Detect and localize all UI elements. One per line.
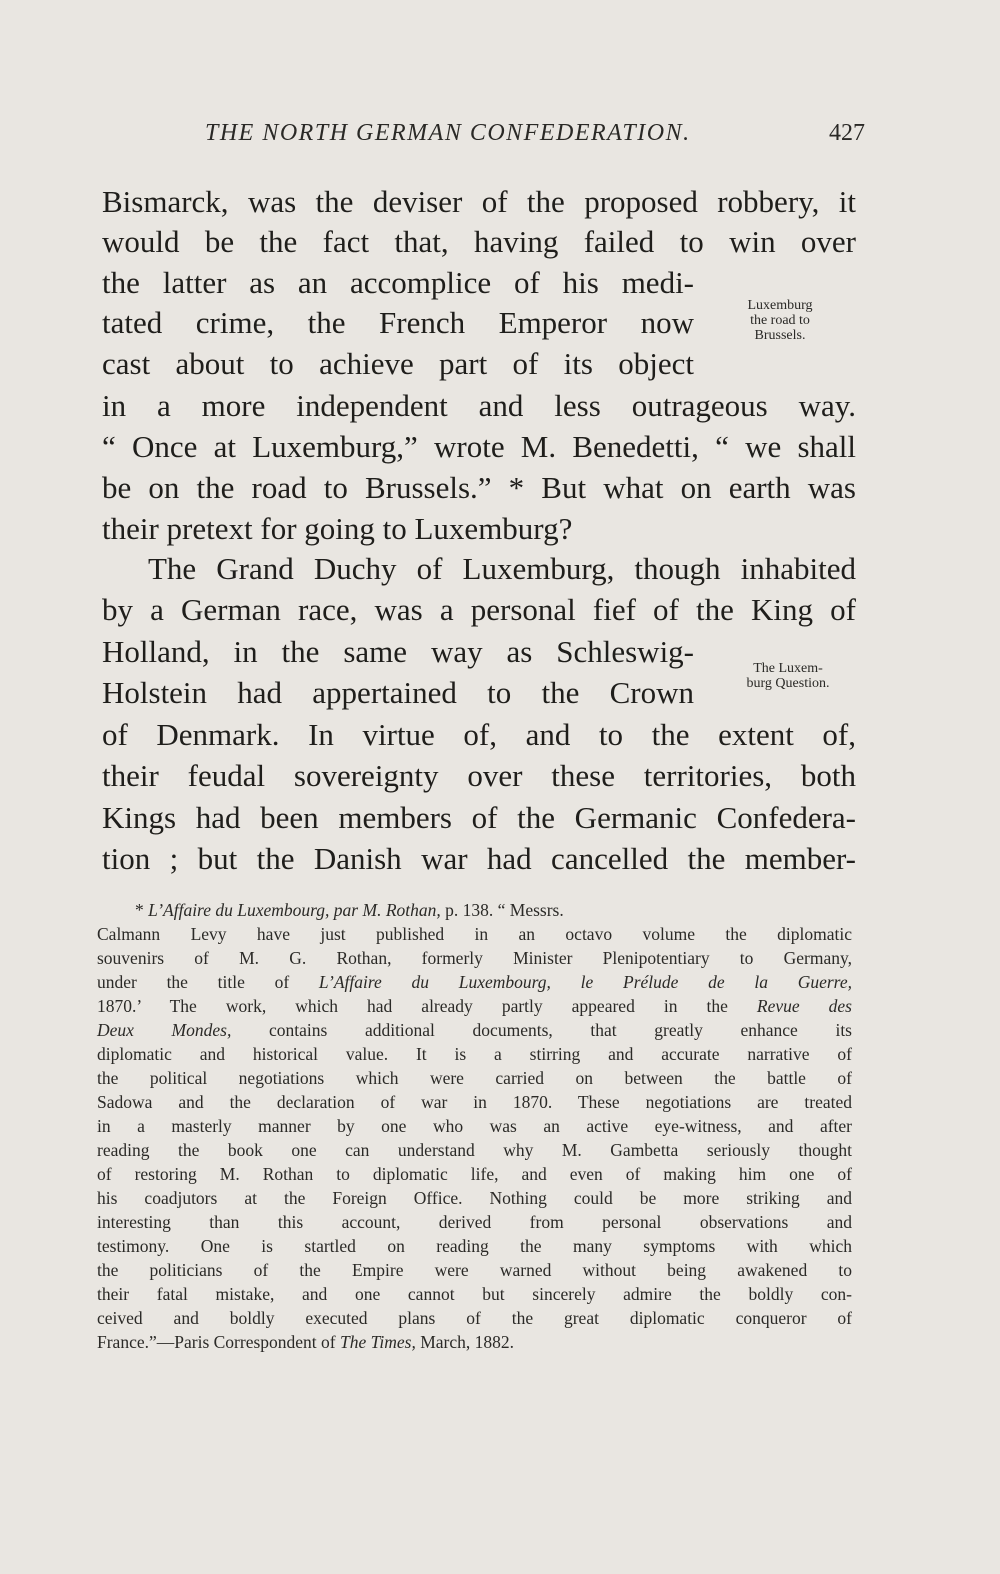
text-line: tion ; but the Danish war had cancelled the member- — [102, 841, 856, 876]
footnote-line: in a masterly manner by one who was an active eye-witness, and after — [97, 1116, 852, 1136]
footnote-line: diplomatic and historical value. It is a stirring and accurate narrative of — [97, 1044, 852, 1064]
footnote-citation-title: L’Affaire du Luxembourg, par M. Rothan, — [148, 900, 441, 920]
footnote-line: testimony. One is startled on reading the many symptoms with which — [97, 1236, 852, 1256]
footnote-book-title: L’Affaire du Luxembourg, le Prélude de la Guerre, — [318, 972, 852, 992]
text-line: cast about to achieve part of its object — [102, 346, 694, 381]
text-line: The Grand Duchy of Luxemburg, though inhabited — [148, 551, 856, 586]
footnote-line: the political negotiations which were carried on between the battle of — [97, 1068, 852, 1088]
footnote-line: the politicians of the Empire were warned without being awakened to — [97, 1260, 852, 1280]
sidenote-line: burg Question. — [746, 676, 830, 691]
sidenote-line: The Luxem- — [753, 661, 823, 676]
sidenote-line: the road to — [750, 313, 810, 328]
footnote-line: souvenirs of M. G. Rothan, formerly Minister Plenipotentiary to Germany, — [97, 948, 852, 968]
text-line: “ Once at Luxemburg,” wrote M. Benedetti, “ we shall — [102, 429, 856, 464]
footnote-marker: * — [135, 900, 144, 920]
text-line: the latter as an accomplice of his medi- — [102, 265, 694, 300]
text-line: their feudal sovereignty over these territories, both — [102, 758, 856, 793]
running-title: THE NORTH GERMAN CONFEDERATION. — [205, 120, 691, 146]
sidenote-luxemburg-question — [718, 661, 858, 691]
footnote-text: p. 138. “ Messrs. — [440, 900, 564, 920]
footnote-line: Calmann Levy have just published in an octavo volume the diplomatic — [97, 924, 852, 944]
footnote-line: of restoring M. Rothan to diplomatic life, and even of making him one of — [97, 1164, 852, 1184]
footnote-text: 1870.’ The work, which had already partly appeared in the — [97, 996, 757, 1016]
footnote-text: France.”—Paris Correspondent of — [97, 1332, 340, 1352]
text-line: their pretext for going to Luxemburg? — [102, 511, 573, 546]
footnote-line — [97, 994, 852, 1018]
footnote-line: reading the book one can understand why M. Gambetta seriously thought — [97, 1140, 852, 1160]
footnote-line — [97, 1330, 852, 1354]
footnote-line: ceived and boldly executed plans of the great diplomatic conqueror of — [97, 1308, 852, 1328]
text-line: Bismarck, was the deviser of the proposed robbery, it — [102, 184, 856, 219]
text-line: Holstein had appertained to the Crown — [102, 675, 694, 710]
sidenote-line: Brussels. — [754, 328, 806, 343]
footnote-line: Sadowa and the declaration of war in 1870. These negotiations are treated — [97, 1092, 852, 1112]
sidenote-luxemburg-road — [720, 298, 840, 343]
text-line: be on the road to Brussels.” * But what on earth was — [102, 470, 856, 505]
footnote-line — [97, 970, 852, 994]
footnote-line: his coadjutors at the Foreign Office. Nothing could be more striking and — [97, 1188, 852, 1208]
text-line: in a more independent and less outrageous way. — [102, 388, 856, 423]
text-line: Kings had been members of the Germanic Confedera- — [102, 800, 856, 835]
text-line: by a German race, was a personal fief of the King of — [102, 592, 856, 627]
sidenote-line: Luxemburg — [747, 298, 813, 313]
footnote-text: March, 1882. — [415, 1332, 515, 1352]
page-header — [205, 120, 865, 154]
text-line: Holland, in the same way as Schleswig- — [102, 634, 694, 669]
footnote-line — [97, 1018, 852, 1042]
footnote-text: under the title of — [97, 972, 319, 992]
footnote-line: their fatal mistake, and one cannot but sincerely admire the boldly con- — [97, 1284, 852, 1304]
text-line: tated crime, the French Emperor now — [102, 305, 694, 340]
footnote-text: contains additional documents, that greatly enhance its — [231, 1020, 852, 1040]
footnote-newspaper-title: The Times, — [340, 1332, 416, 1352]
footnote-line — [135, 898, 852, 922]
text-line: of Denmark. In virtue of, and to the extent of, — [102, 717, 856, 752]
page-number: 427 — [829, 120, 865, 146]
footnote-journal-title: Revue des — [756, 996, 852, 1016]
footnote-journal-title: Deux Mondes, — [97, 1020, 232, 1040]
footnote-line: interesting than this account, derived from personal observations and — [97, 1212, 852, 1232]
text-line: would be the fact that, having failed to win over — [102, 224, 856, 259]
